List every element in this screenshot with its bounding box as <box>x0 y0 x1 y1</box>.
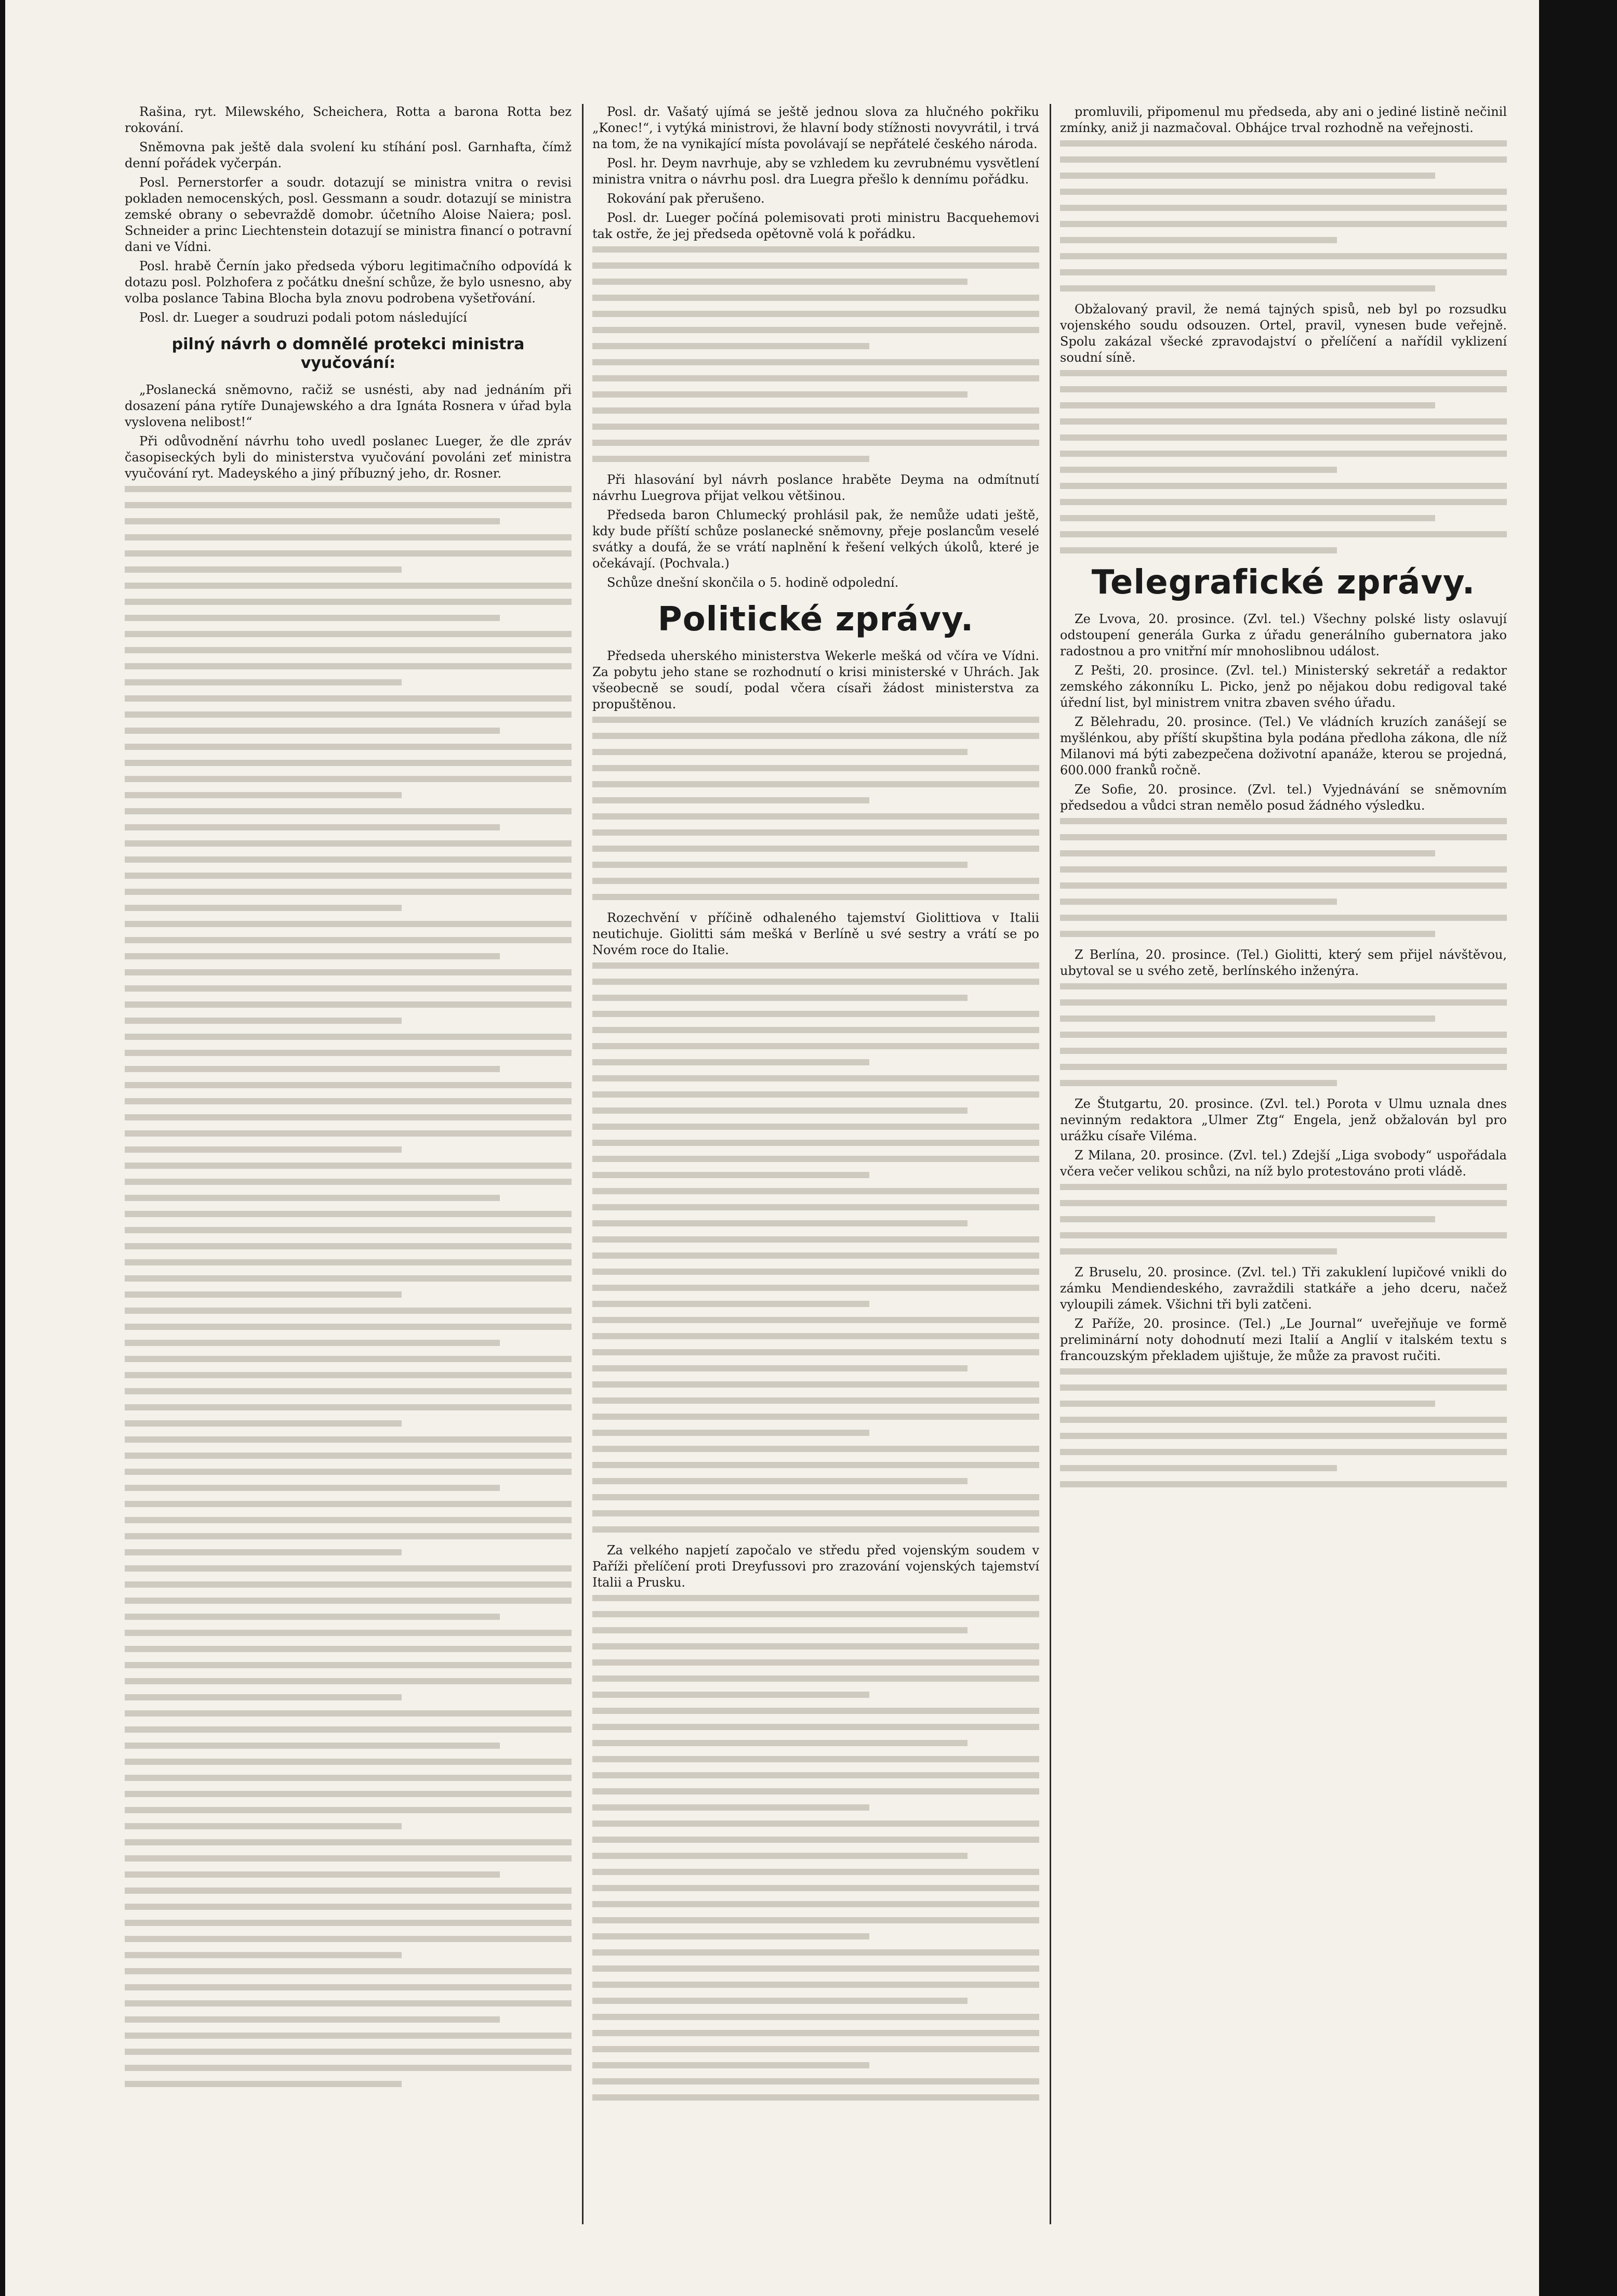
col3-paragraph-5: Z Bělehradu, 20. prosince. (Tel.) Ve vládních kruzích zanášejí se myšlénkou, aby příští skupština byla podána předloha zákona, dle níž Milanovi má býti zabezpečena doživotní apanáže, kterou se projedná, 600.000 franků ročně. <box>1060 715 1507 777</box>
col3-paragraph-4: Z Pešti, 20. prosince. (Zvl. tel.) Ministerský sekretář a redaktor zemského zákonníku L. Picko, jenž po nějakou dobu redigoval také úřední list, byl ministrem vnitra zbaven svého úřadu. <box>1060 663 1507 710</box>
scan-right-edge <box>1539 0 1617 2296</box>
col1-paragraph-2: Sněmovna pak ještě dala svolení ku stíhání posl. Garnhafta, čímž denní pořádek vyčerpán. <box>125 140 572 170</box>
col3-illegible-text-e <box>1060 1184 1507 1255</box>
col3-illegible-text-d <box>1060 983 1507 1086</box>
col2-paragraph-5: Při hlasování byl návrh poslance hraběte Deyma na odmítnutí návrhu Luegrova přijat velkou většinou. <box>592 472 1039 503</box>
urgent-motion-heading: pilný návrh o domnělé protekci ministra vyučování: <box>171 335 525 372</box>
col2-paragraph-9: Rozechvění v příčině odhaleného tajemství Giolittiova v Italii neutichuje. Giolitti sám mešká v Berlíně u své sestry a vrátí se po Novém roce do Italie. <box>592 911 1039 957</box>
telegraphic-news-heading: Telegrafické zprávy. <box>1091 563 1476 602</box>
col3-illegible-text-c <box>1060 818 1507 937</box>
col1-quote: „Poslanecká sněmovno, račiž se usnésti, aby nad jednáním při dosazení pána rytíře Dunajewského a dra Ignáta Rosnera v úřad byla vyslovena nelibost!“ <box>125 382 572 429</box>
col3-paragraph-1: promluvili, připomenul mu předseda, aby ani o jediné listině nečinil zmínky, aniž ji nazmačoval. Obhájce trval rozhodně na veřejnosti. <box>1060 104 1507 135</box>
col2-paragraph-3: Rokování pak přerušeno. <box>607 191 765 206</box>
col2-paragraph-8: Předseda uherského ministerstva Wekerle mešká od včíra ve Vídni. Za pobytu jeho stane se rozhodnutí o krisi ministerské v Uhrách. Jak všeobecně se soudí, podal včera císaři žádost ministerstva za propuštěnou. <box>592 649 1039 711</box>
col2-illegible-text-b <box>592 717 1039 900</box>
col3-paragraph-3: Ze Lvova, 20. prosince. (Zvl. tel.) Všechny polské listy oslavují odstoupení generála Gurka z úřadu generálního gubernatora jako radostnou a pro vnitřní mír mnohoslibnou událost. <box>1060 612 1507 658</box>
col2-paragraph-4: Posl. dr. Lueger počíná polemisovati proti ministru Bacquehemovi tak ostře, že jej předseda opětovně volá k pořádku. <box>592 210 1039 241</box>
col3-paragraph-10: Z Bruselu, 20. prosince. (Zvl. tel.) Tři zakuklení lupičové vnikli do zámku Mendiendeského, zavraždili statkáře a jeho dceru, načež vyloupili zámek. Všichni tři byli zatčeni. <box>1060 1265 1507 1312</box>
col1-paragraph-3: Posl. Pernerstorfer a soudr. dotazují se ministra vnitra o revisi pokladen nemocenských, posl. Gessmann a soudr. dotazují se ministra zemské obrany o sebevraždě domobr. účetního Aloise Naiera; posl. Schneider a princ Liechtenstein dotazují se ministra financí o potravní dani ve Vídni. <box>125 175 572 254</box>
col2-paragraph-2: Posl. hr. Deym navrhuje, aby se vzhledem ku zevrubnému vysvětlení ministra vnitra o návrhu posl. dra Luegra přešlo k dennímu pořádku. <box>592 156 1039 187</box>
col2-illegible-text-d <box>592 1595 1039 2101</box>
col1-paragraph-1: Rašina, ryt. Milewského, Scheichera, Rotta a barona Rotta bez rokování. <box>125 104 572 135</box>
col1-paragraph-6: Při odůvodnění návrhu toho uvedl poslanec Lueger, že dle zpráv časopiseckých byli do ministerstva vyučování povoláni zeť ministra vyučování ryt. Madeyského a jiný příbuzný jeho, dr. Rosner. <box>125 434 572 481</box>
col2-paragraph-1: Posl. dr. Vašatý ujímá se ještě jednou slova za hlučného pokřiku „Konec!“, i vytýká ministrovi, že hlavní body stížnosti novyvrátil, i trvá na tom, že na vynikající místa povolávají se nepřátelé českého národa. <box>592 104 1039 151</box>
scan-left-edge <box>0 0 5 2296</box>
col1-paragraph-4: Posl. hrabě Černín jako předseda výboru legitimačního odpovídá k dotazu posl. Polzhofera z počátku dnešní schůze, že bylo usnesno, aby volba poslance Tabina Blocha byla znovu podrobena vyšetřování. <box>125 259 572 306</box>
col3-paragraph-2: Obžalovaný pravil, že nemá tajných spisů, neb byl po rozsudku vojenského soudu odsouzen. Ortel, pravil, vynesen bude veřejně. Spolu zakázal všecké zpravodajství o přelíčení a nařídil vyklizení soudní síně. <box>1060 302 1507 365</box>
political-news-heading: Politické zprávy. <box>657 600 974 639</box>
col3-illegible-text-f <box>1060 1368 1507 1487</box>
column-rule-1 <box>582 104 584 2224</box>
col3-paragraph-8: Ze Štutgartu, 20. prosince. (Zvl. tel.) Porota v Ulmu uznala dnes nevinným redaktora „Ulmer Ztg“ Engela, jenž obžalován byl pro urážku císaře Viléma. <box>1060 1097 1507 1143</box>
col3-paragraph-9: Z Milana, 20. prosince. (Zvl. tel.) Zdejší „Liga svobody“ uspořádala včera večer velikou schůzi, na níž bylo protestováno proti vládě. <box>1060 1148 1507 1179</box>
column-rule-2 <box>1050 104 1051 2224</box>
col1-illegible-text <box>125 486 572 2087</box>
column-2 <box>592 104 1039 2224</box>
col3-paragraph-7: Z Berlína, 20. prosince. (Tel.) Giolitti, který sem přijel návštěvou, ubytoval se u svého zetě, berlínského inženýra. <box>1060 947 1507 978</box>
column-1 <box>125 104 572 2224</box>
newspaper-page <box>125 104 1528 2235</box>
col3-paragraph-6: Ze Sofie, 20. prosince. (Zvl. tel.) Vyjednávání se sněmovním předsedou a vůdci stran nemělo posud žádného výsledku. <box>1060 782 1507 813</box>
col1-paragraph-5: Posl. dr. Lueger a soudruzi podali potom následující <box>139 310 467 325</box>
col2-paragraph-10: Za velkého napjetí započalo ve středu před vojenským soudem v Paříži přelíčení proti Dreyfussovi pro zrazování vojenských tajemství Italii a Prusku. <box>592 1543 1039 1590</box>
col2-paragraph-7: Schůze dnešní skončila o 5. hodině odpolední. <box>607 575 899 590</box>
col3-paragraph-11: Z Paříže, 20. prosince. (Tel.) „Le Journal“ uveřejňuje ve formě preliminární noty dohodnutí mezi Italií a Anglií v italském textu s francouzským překladem ujištuje, že může za pravost ručiti. <box>1060 1316 1507 1363</box>
col3-illegible-text-b <box>1060 370 1507 553</box>
col3-illegible-text-a <box>1060 140 1507 292</box>
column-3 <box>1060 104 1507 2224</box>
col2-illegible-text-c <box>592 962 1039 1533</box>
col2-paragraph-6: Předseda baron Chlumecký prohlásil pak, že nemůže udati ještě, kdy bude příští schůze poslanecké sněmovny, přeje poslancům veselé svátky a doufá, že se vrátí naplnění k řešení velkých úkolů, které je očekávají. (Pochvala.) <box>592 508 1039 571</box>
col2-illegible-text-a <box>592 246 1039 462</box>
